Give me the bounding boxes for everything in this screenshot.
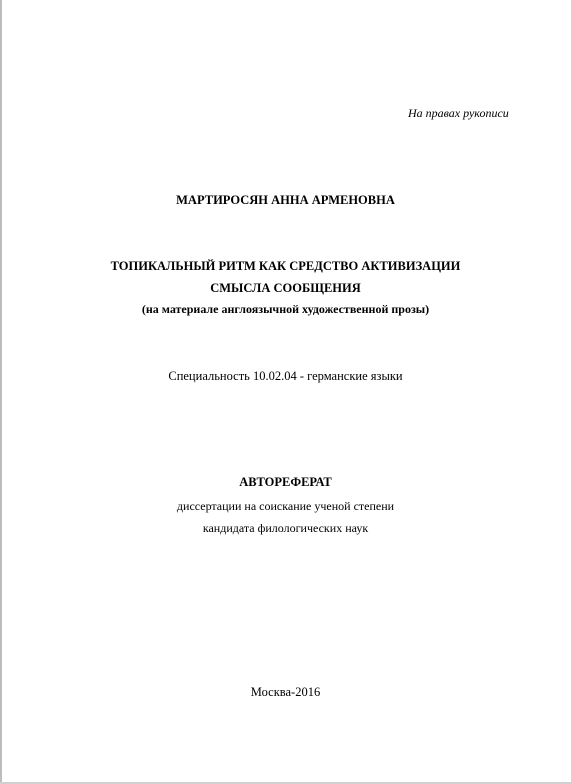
document-type: АВТОРЕФЕРАТ [239,475,332,489]
purpose-line-1: диссертации на соискание ученой степени [176,499,395,513]
author-name: МАРТИРОСЯН АННА АРМЕНОВНА [176,193,395,207]
place-and-year: Москва-2016 [250,685,321,699]
title-line-1: ТОПИКАЛЬНЫЙ РИТМ КАК СРЕДСТВО АКТИВИЗАЦИИ [110,259,461,273]
specialty-line: Специальность 10.02.04 - германские языки [168,369,403,383]
purpose-line-2: кандидата филологических наук [202,521,369,535]
subtitle: (на материале англоязычной художественной прозы) [141,302,430,316]
title-line-2: СМЫСЛА СООБЩЕНИЯ [210,281,361,295]
manuscript-rights-note: На правах рукописи [408,106,509,120]
page-left-edge [0,0,2,784]
